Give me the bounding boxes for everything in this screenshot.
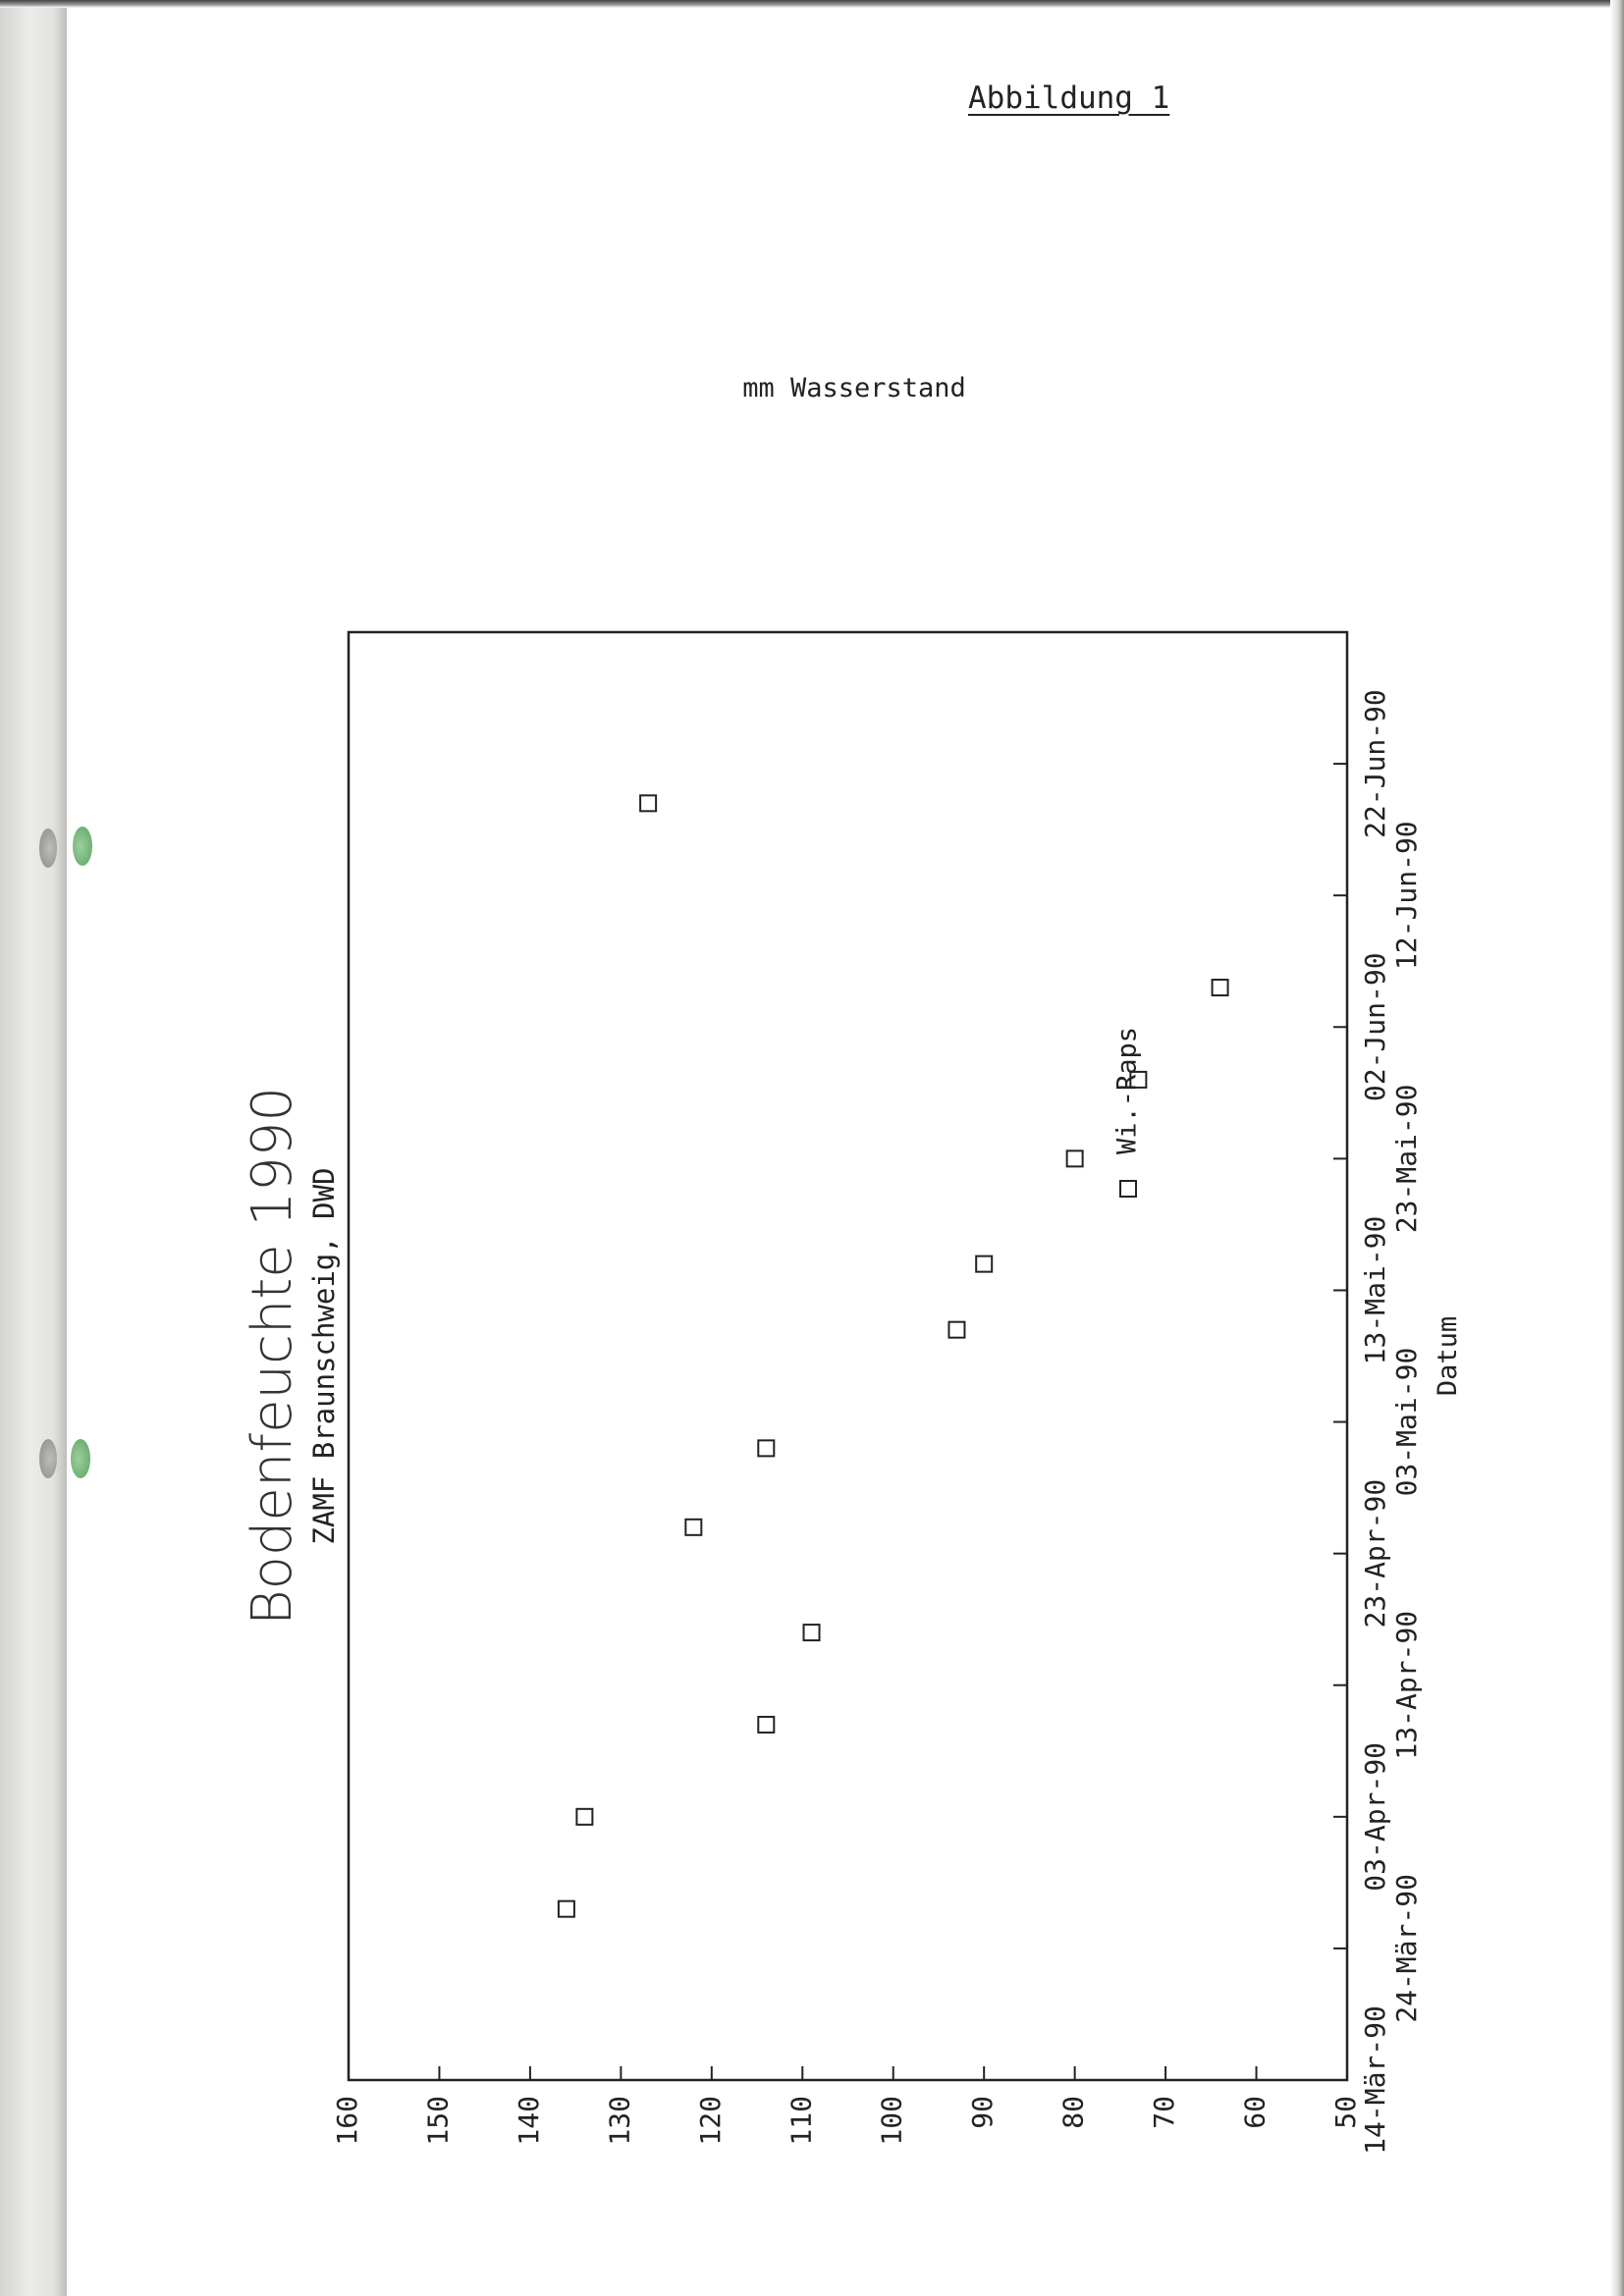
x-tick-label: 23-Mai-90 bbox=[1390, 1084, 1423, 1234]
data-point-marker bbox=[758, 1717, 774, 1733]
y-tick-label: 80 bbox=[1056, 2096, 1090, 2129]
y-tick-label: 140 bbox=[512, 2096, 545, 2146]
y-tick-label: 50 bbox=[1329, 2096, 1362, 2129]
y-axis-title: mm Wasserstand bbox=[742, 373, 966, 403]
y-tick-label: 70 bbox=[1148, 2096, 1181, 2129]
chart-title: Bodenfeuchte 1990 bbox=[241, 1086, 304, 1627]
y-axis-ticks bbox=[331, 2066, 1362, 2146]
x-tick-label: 24-Mär-90 bbox=[1390, 1874, 1423, 2023]
legend bbox=[1112, 1027, 1143, 1197]
y-tick-label: 160 bbox=[331, 2096, 363, 2146]
x-tick-label: 02-Jun-90 bbox=[1359, 952, 1391, 1102]
y-tick-label: 150 bbox=[421, 2096, 455, 2146]
x-tick-label: 23-Apr-90 bbox=[1359, 1478, 1391, 1629]
y-tick-label: 110 bbox=[785, 2096, 818, 2146]
data-point-marker bbox=[1067, 1150, 1083, 1166]
data-point-marker bbox=[685, 1520, 701, 1535]
data-point-marker bbox=[576, 1809, 592, 1825]
x-axis-title: Datum bbox=[1433, 1315, 1463, 1397]
y-tick-label: 90 bbox=[966, 2096, 1000, 2129]
y-tick-label: 60 bbox=[1238, 2096, 1272, 2129]
data-point-marker bbox=[976, 1256, 992, 1272]
figure-label: Abbildung 1 bbox=[968, 80, 1170, 116]
legend-label: Wi.-Raps bbox=[1111, 1026, 1143, 1154]
data-point-marker bbox=[948, 1322, 964, 1338]
chart-rotated-group bbox=[241, 373, 1463, 2155]
data-points bbox=[559, 795, 1228, 1916]
legend-marker-square bbox=[1120, 1181, 1136, 1197]
y-tick-label: 100 bbox=[875, 2096, 908, 2146]
data-point-marker bbox=[640, 795, 656, 811]
x-tick-label: 03-Mai-90 bbox=[1390, 1347, 1423, 1497]
x-tick-label: 13-Apr-90 bbox=[1390, 1610, 1423, 1760]
plot-area-frame bbox=[349, 632, 1347, 2080]
data-point-marker bbox=[1213, 980, 1228, 995]
y-tick-label: 120 bbox=[693, 2096, 727, 2146]
y-tick-label: 130 bbox=[603, 2096, 636, 2146]
data-point-marker bbox=[559, 1901, 574, 1917]
x-tick-label: 22-Jun-90 bbox=[1359, 689, 1391, 838]
x-tick-label: 13-Mai-90 bbox=[1359, 1215, 1391, 1365]
x-tick-label: 14-Mär-90 bbox=[1359, 2005, 1391, 2155]
data-point-marker bbox=[758, 1440, 774, 1456]
data-point-marker bbox=[804, 1625, 820, 1640]
chart-subtitle: ZAMF Braunschweig, DWD bbox=[307, 1167, 341, 1545]
x-tick-label: 03-Apr-90 bbox=[1359, 1741, 1391, 1892]
x-tick-label: 12-Jun-90 bbox=[1390, 821, 1423, 971]
